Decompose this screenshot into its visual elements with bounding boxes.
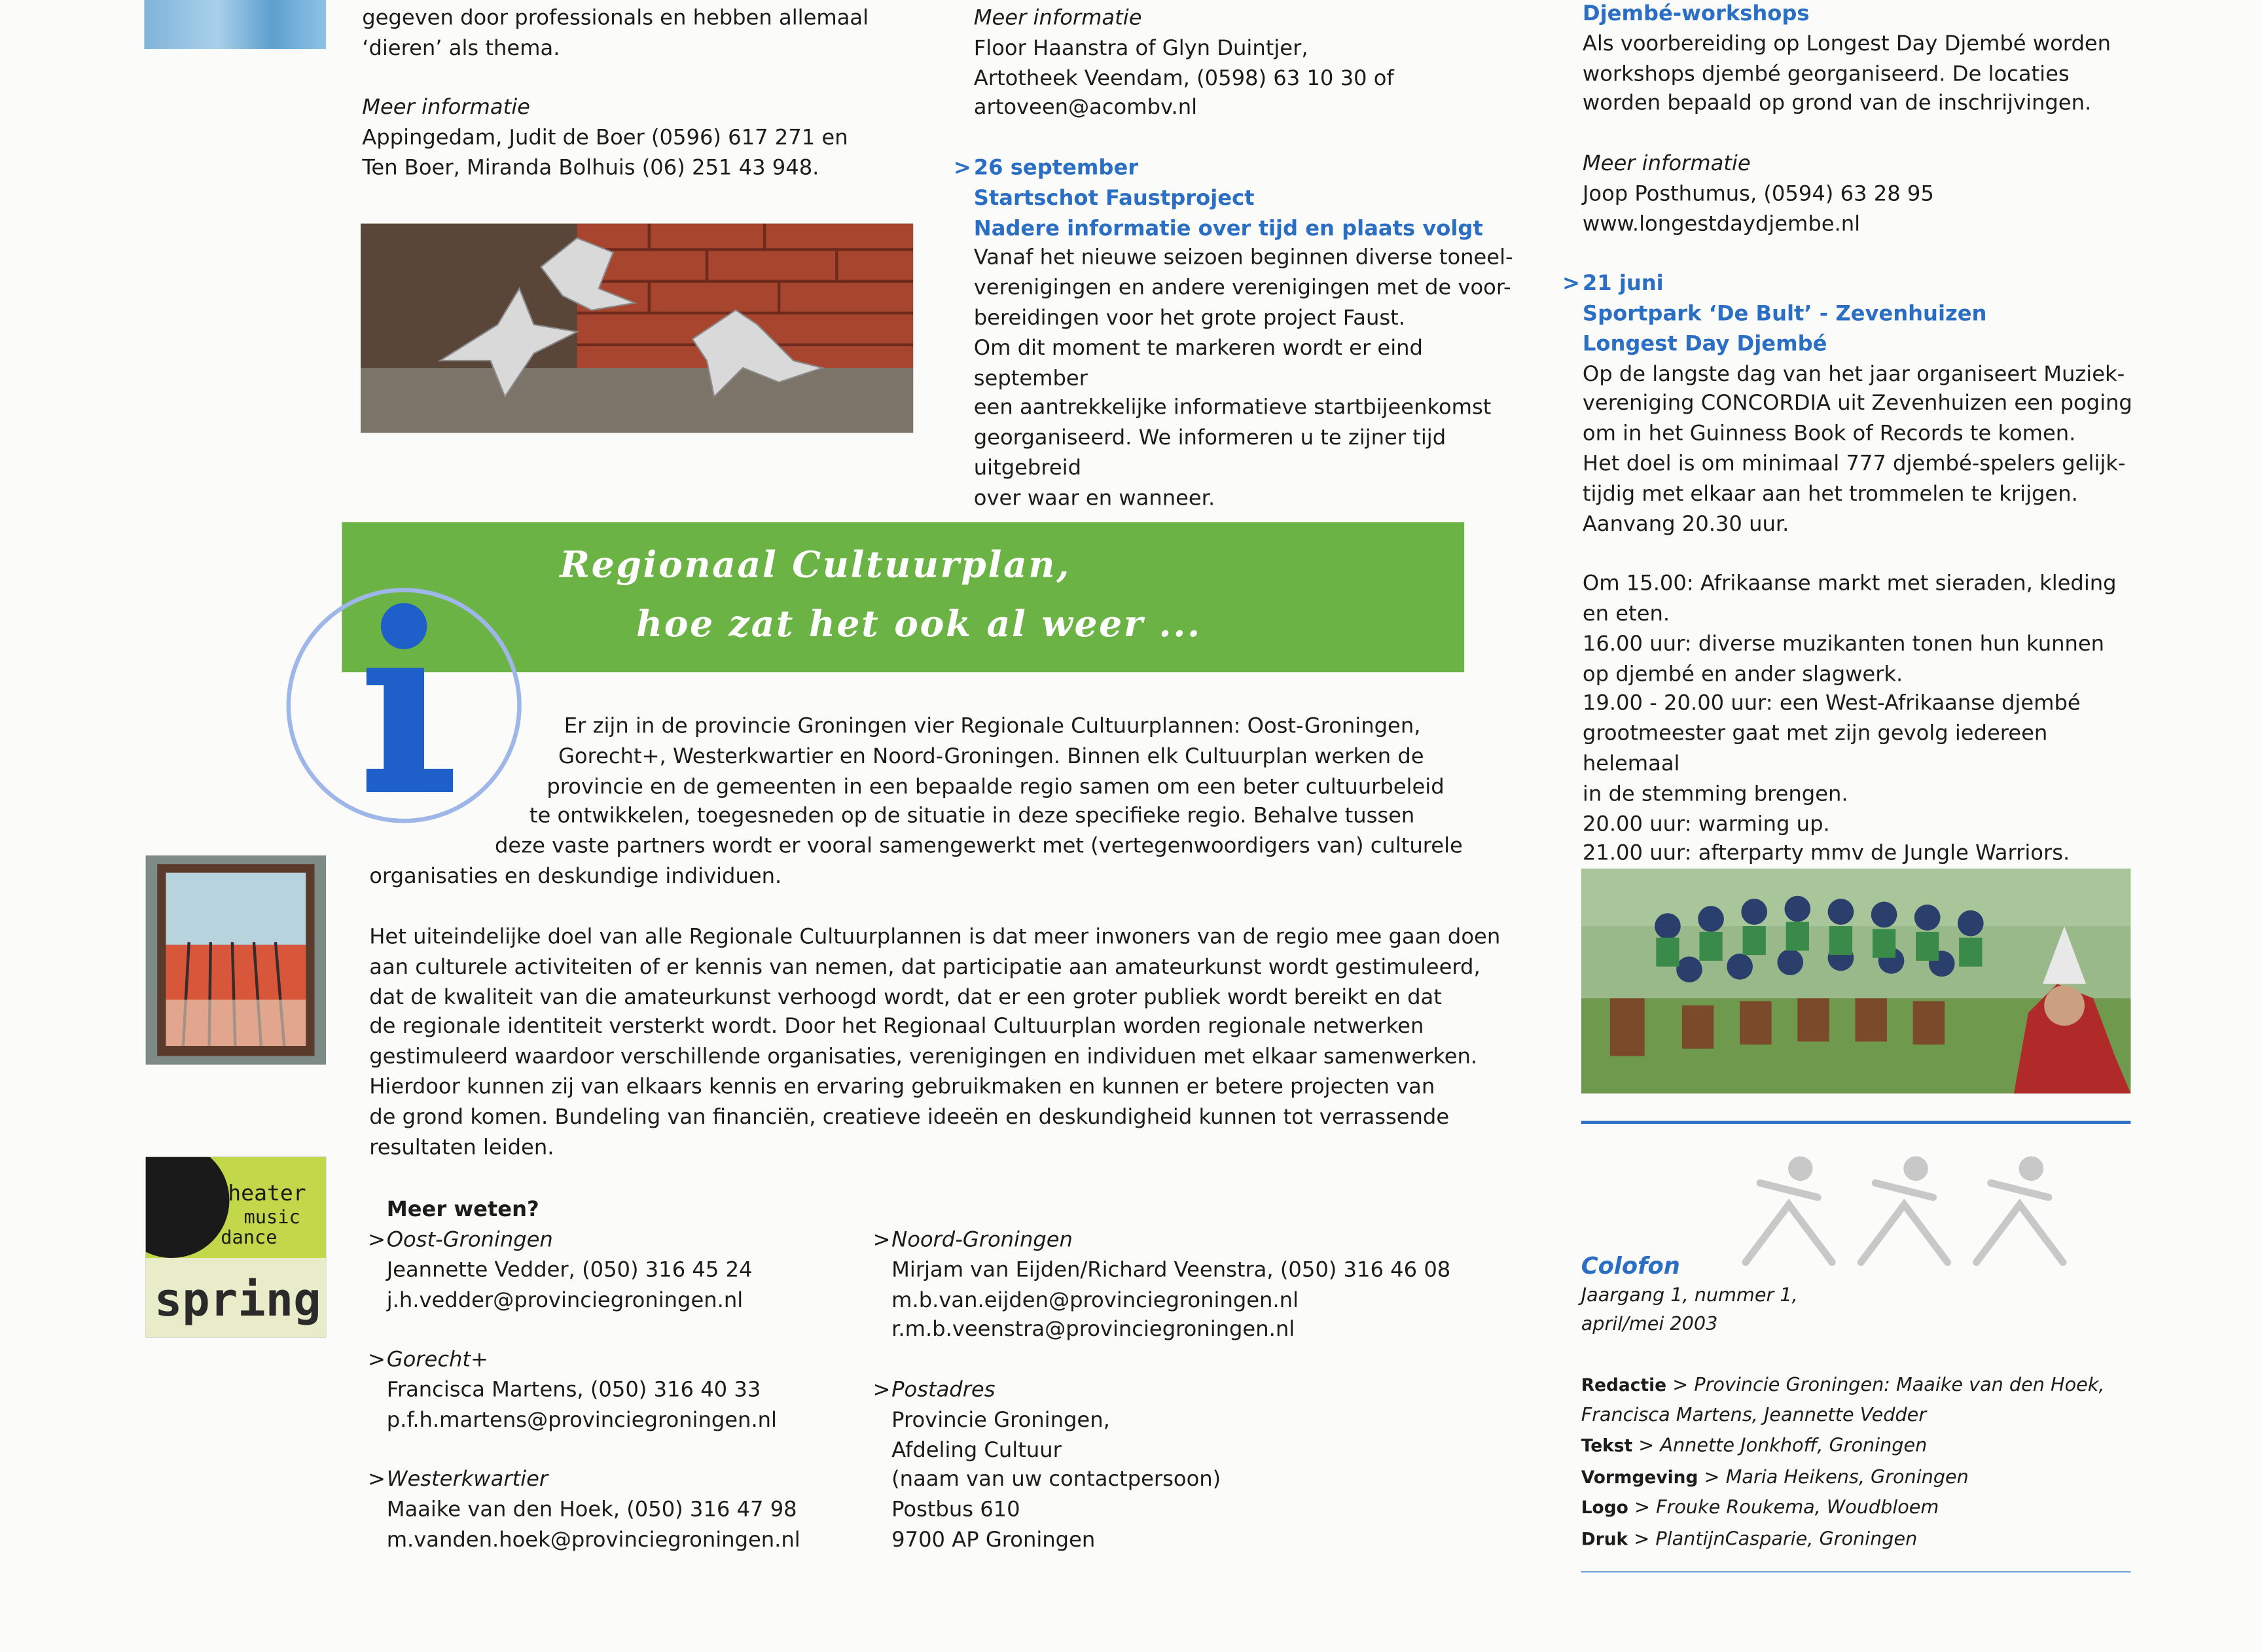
chevron-right-icon: > [1562, 271, 1581, 296]
contact-line: Afdeling Cultuur [891, 1437, 1062, 1463]
poster-text-spring: spring [154, 1273, 321, 1327]
body-line: Het uiteindelijke doel van alle Regionale Cultuurplannen is dat meer inwoners van de regio mee gaan doen [369, 924, 1501, 950]
contact-line: Postbus 610 [891, 1498, 1020, 1522]
chevron-right-icon: > [368, 1467, 386, 1492]
chevron-right-icon: > [368, 1348, 386, 1373]
photo-sculptures [361, 224, 913, 433]
schedule-line: 16.00 uur: diverse muzikanten tonen hun kunnen [1582, 631, 2105, 656]
email-link[interactable]: m.b.van.eijden@provinciegroningen.nl [891, 1287, 1299, 1312]
body-line: een aantrekkelijke informatieve startbijeenkomst [973, 395, 1492, 421]
schedule-line: in de stemming brengen. [1582, 781, 1848, 806]
body-line: Hierdoor kunnen zij van elkaars kennis en ervaring gebruikmaken en kunnen er betere projecten van [369, 1075, 1435, 1100]
email-link[interactable]: artoveen@acombv.nl [973, 96, 1198, 120]
email-link[interactable]: r.m.b.veenstra@provinciegroningen.nl [891, 1318, 1295, 1342]
body-line: Op de langste dag van het jaar organiseert Muziek- [1582, 361, 2125, 386]
schedule-line: 21.00 uur: afterparty mmv de Jungle Warriors. [1582, 841, 2070, 867]
contact-region: > Oost-Groningen [387, 1226, 863, 1256]
intro-paragraph-2 [369, 924, 1509, 1164]
col3-text: Djembé-workshops Als voorbereiding op Longest Day Djembé worden workshops djembé georganiseerd. De locaties worden bepaald op grond van de inschrijvingen. Meer informatie Joop Posthumus, (0594) 63 28 95 www.longestdaydjembe.nl > 21 juni Sportpark ‘De Bult’ - Zevenhuizen Longest Day Djembé Op de langste dag van het jaar organiseert Muziek- vereniging CONCORDIA uit Zevenhuizen een poging om in het Guinness Book of Records te komen. Het doel is om minimaal 777 djembé-spelers gelijk- tijdig met elkaar aan het trommelen te krijgen. Aanvang 20.30 uur. Om 15.00: Afrikaanse markt met sieraden, kleding en eten. 16.00 uur: diverse muzikanten tonen hun kunnen op djembé en ander slagwerk. 19.00 - 20.00 uur: een West-Afrikaanse djembé grootmeester gaat met zijn gevolg iedereen helemaal in de stemming brengen. 20.00 uur: warming up. 21.00 uur: afterparty mmv de Jungle Warriors. [1583, 0, 2145, 870]
contacts-heading: Meer weten? [386, 1197, 539, 1222]
email-link[interactable]: p.f.h.martens@provinciegroningen.nl [386, 1407, 778, 1433]
schedule-line: 19.00 - 20.00 uur: een West-Afrikaanse djembé [1582, 691, 2081, 716]
chevron-right-icon: > [953, 156, 971, 181]
contacts-right [872, 1226, 1498, 1556]
body-line: Aanvang 20.30 uur. [1582, 511, 1789, 536]
chevron-right-icon: > [872, 1377, 891, 1403]
poster-text-dance: dance [221, 1225, 278, 1248]
body-line: Om dit moment te markeren wordt er eind september [973, 336, 1423, 391]
website-link[interactable]: www.longestdaydjembe.nl [1582, 211, 1861, 236]
theater-poster-thumbnail [146, 1157, 327, 1338]
body-line: georganiseerd. We informeren u te zijner tijd uitgebreid [973, 425, 1446, 480]
schedule-line: Om 15.00: Afrikaanse markt met sieraden, kleding [1582, 571, 2117, 596]
colofon-credit: Logo > Frouke Roukema, Woudbloem [1581, 1498, 1939, 1520]
contact-line: Mirjam van Eijden/Richard Veenstra, (050) 316 46 08 [891, 1257, 1451, 1282]
divider [1581, 1571, 2131, 1572]
body-line: verenigingen en andere verenigingen met de voor- [973, 276, 1511, 300]
contact-region: > Westerkwartier [387, 1466, 863, 1496]
schedule-line: op djembé en ander slagwerk. [1582, 661, 1903, 687]
body-line: over waar en wanneer. [973, 486, 1215, 511]
body-line: tijdig met elkaar aan het trommelen te krijgen. [1582, 481, 2078, 507]
email-link[interactable]: m.vanden.hoek@provinciegroningen.nl [386, 1528, 800, 1553]
body-line: dat de kwaliteit van die amateurkunst verhoogd wordt, dat er een groter publiek wordt bereikt en dat [369, 984, 1442, 1009]
contact-region: > Noord-Groningen [891, 1226, 1498, 1256]
body-line: Het doel is om minimaal 777 djembé-spelers gelijk- [1582, 451, 2126, 476]
body-line: bereidingen voor het grote project Faust. [973, 306, 1405, 331]
body-line: de regionale identiteit versterkt wordt. Door het Regionaal Cultuurplan worden regionale netwerken [369, 1015, 1424, 1039]
body-line: resultaten leiden. [369, 1134, 554, 1160]
schedule-line: en eten. [1582, 601, 1670, 626]
contact-line: Provincie Groningen, [891, 1407, 1110, 1433]
contact-region: > Gorecht+ [387, 1346, 863, 1376]
divider [1581, 1121, 2131, 1124]
body-line: workshops djembé georganiseerd. De locaties [1582, 61, 2070, 86]
poster-text-music: music [243, 1206, 300, 1229]
chevron-right-icon: > [368, 1227, 386, 1253]
poster-text-theater: theater [215, 1179, 306, 1206]
email-link[interactable]: j.h.vedder@provinciegroningen.nl [386, 1287, 744, 1312]
col2-top-text: Meer informatie Floor Haanstra of Glyn Duintjer, Artotheek Veendam, (0598) 63 10 30 of artoveen@acombv.nl > 26 september Startschot Faustproject Nadere informatie over tijd en plaats volgt Vanaf het nieuwe seizoen beginnen diverse toneel- verenigingen en andere verenigingen met de voor- bereidingen voor het grote project Faust. Om dit moment te markeren wordt er eind september een aantrekkelijke informatieve startbijeenkomst georganiseerd. We informeren u te zijner tijd uitgebreid over waar en wanneer. [974, 5, 1537, 514]
banner-title-line1: Regionaal Cultuurplan, [560, 543, 1071, 586]
body-line: om in het Guinness Book of Records te komen. [1582, 421, 2076, 446]
contact-line: Jeannette Vedder, (050) 316 45 24 [386, 1257, 753, 1282]
body-line: Als voorbereiding op Longest Day Djembé worden [1582, 31, 2111, 56]
body-line: aan culturele activiteiten of er kennis van nemen, dat participatie aan amateurkunst wordt gestimuleerd, [369, 954, 1481, 980]
contact-line: (naam van uw contactpersoon) [891, 1467, 1221, 1492]
contact-line: Francisca Martens, (050) 316 40 33 [386, 1377, 761, 1403]
intro-paragraph-1: Er zijn in de provincie Groningen vier Regionale Cultuurplannen: Oost-Groningen, Gorecht+, Westerkwartier en Noord-Groningen. Binnen elk Cultuurplan werken de provincie en de gemeenten in een bepaalde regio samen om een beter cultuurbeleid te ontwikkelen, toegesneden op de situatie in deze specifieke regio. Behalve tussen deze vaste partners wordt er vooral samengewerkt met (vertegenwoordigers van) culturele organisaties en deskundige individuen. [369, 714, 1463, 889]
schedule-line: grootmeester gaat met zijn gevolg iedereen helemaal [1582, 721, 2048, 776]
body-line: de grond komen. Bundeling van financiën, creatieve ideeën en deskundigheid kunnen tot verrassende [369, 1104, 1450, 1130]
body-line: worden bepaald op grond van de inschrijvingen. [1582, 91, 2092, 117]
contacts-left [368, 1226, 863, 1556]
contact-line: 9700 AP Groningen [891, 1528, 1096, 1553]
body-line: Vanaf het nieuwe seizoen beginnen diverse toneel- [973, 245, 1513, 270]
chevron-right-icon: > [872, 1227, 891, 1253]
banner-title-line2: hoe zat het ook al weer ... [636, 603, 1202, 645]
painting-thumbnail [146, 855, 327, 1065]
col1-top-text: gegeven door professionals en hebben allemaal ‘dieren’ als thema. Meer informatie Appingedam, Judit de Boer (0596) 617 271 en Ten Boer, Miranda Bolhuis (06) 251 43 948. [362, 5, 869, 181]
colofon-credit: Druk > PlantijnCasparie, Groningen [1581, 1529, 1918, 1551]
schedule-line: 20.00 uur: warming up. [1582, 811, 1830, 836]
body-line: gestimuleerd waardoor verschillende organisaties, verenigingen en individuen met elkaar samenwerken. [369, 1045, 1478, 1069]
colofon-credit: Redactie > Provincie Groningen: Maaike van den Hoek, [1581, 1374, 2105, 1397]
colofon-credit: Tekst > Annette Jonkhoff, Groningen [1581, 1435, 1928, 1458]
photo-djembe-group [1581, 869, 2131, 1094]
photo-top-left [144, 0, 326, 49]
colofon-credit: Francisca Martens, Jeannette Vedder [1581, 1404, 1927, 1426]
contact-region: > Postadres [891, 1376, 1498, 1407]
colofon: Colofon Jaargang 1, nummer 1, april/mei 2003 Redactie > Provincie Groningen: Maaike van den Hoek, Francisca Martens, Jeannette Vedder Tekst > Annette Jonkhoff, Groningen Vormgeving > Maria Heikens, Groningen Logo > Frouke Roukema, Woudbloem Druk > PlantijnCasparie, Groningen [1581, 1252, 2159, 1556]
contact-line: Maaike van den Hoek, (050) 316 47 98 [386, 1498, 797, 1522]
colofon-credit: Vormgeving > Maria Heikens, Groningen [1581, 1467, 1969, 1489]
body-line: vereniging CONCORDIA uit Zevenhuizen een poging [1582, 391, 2132, 416]
